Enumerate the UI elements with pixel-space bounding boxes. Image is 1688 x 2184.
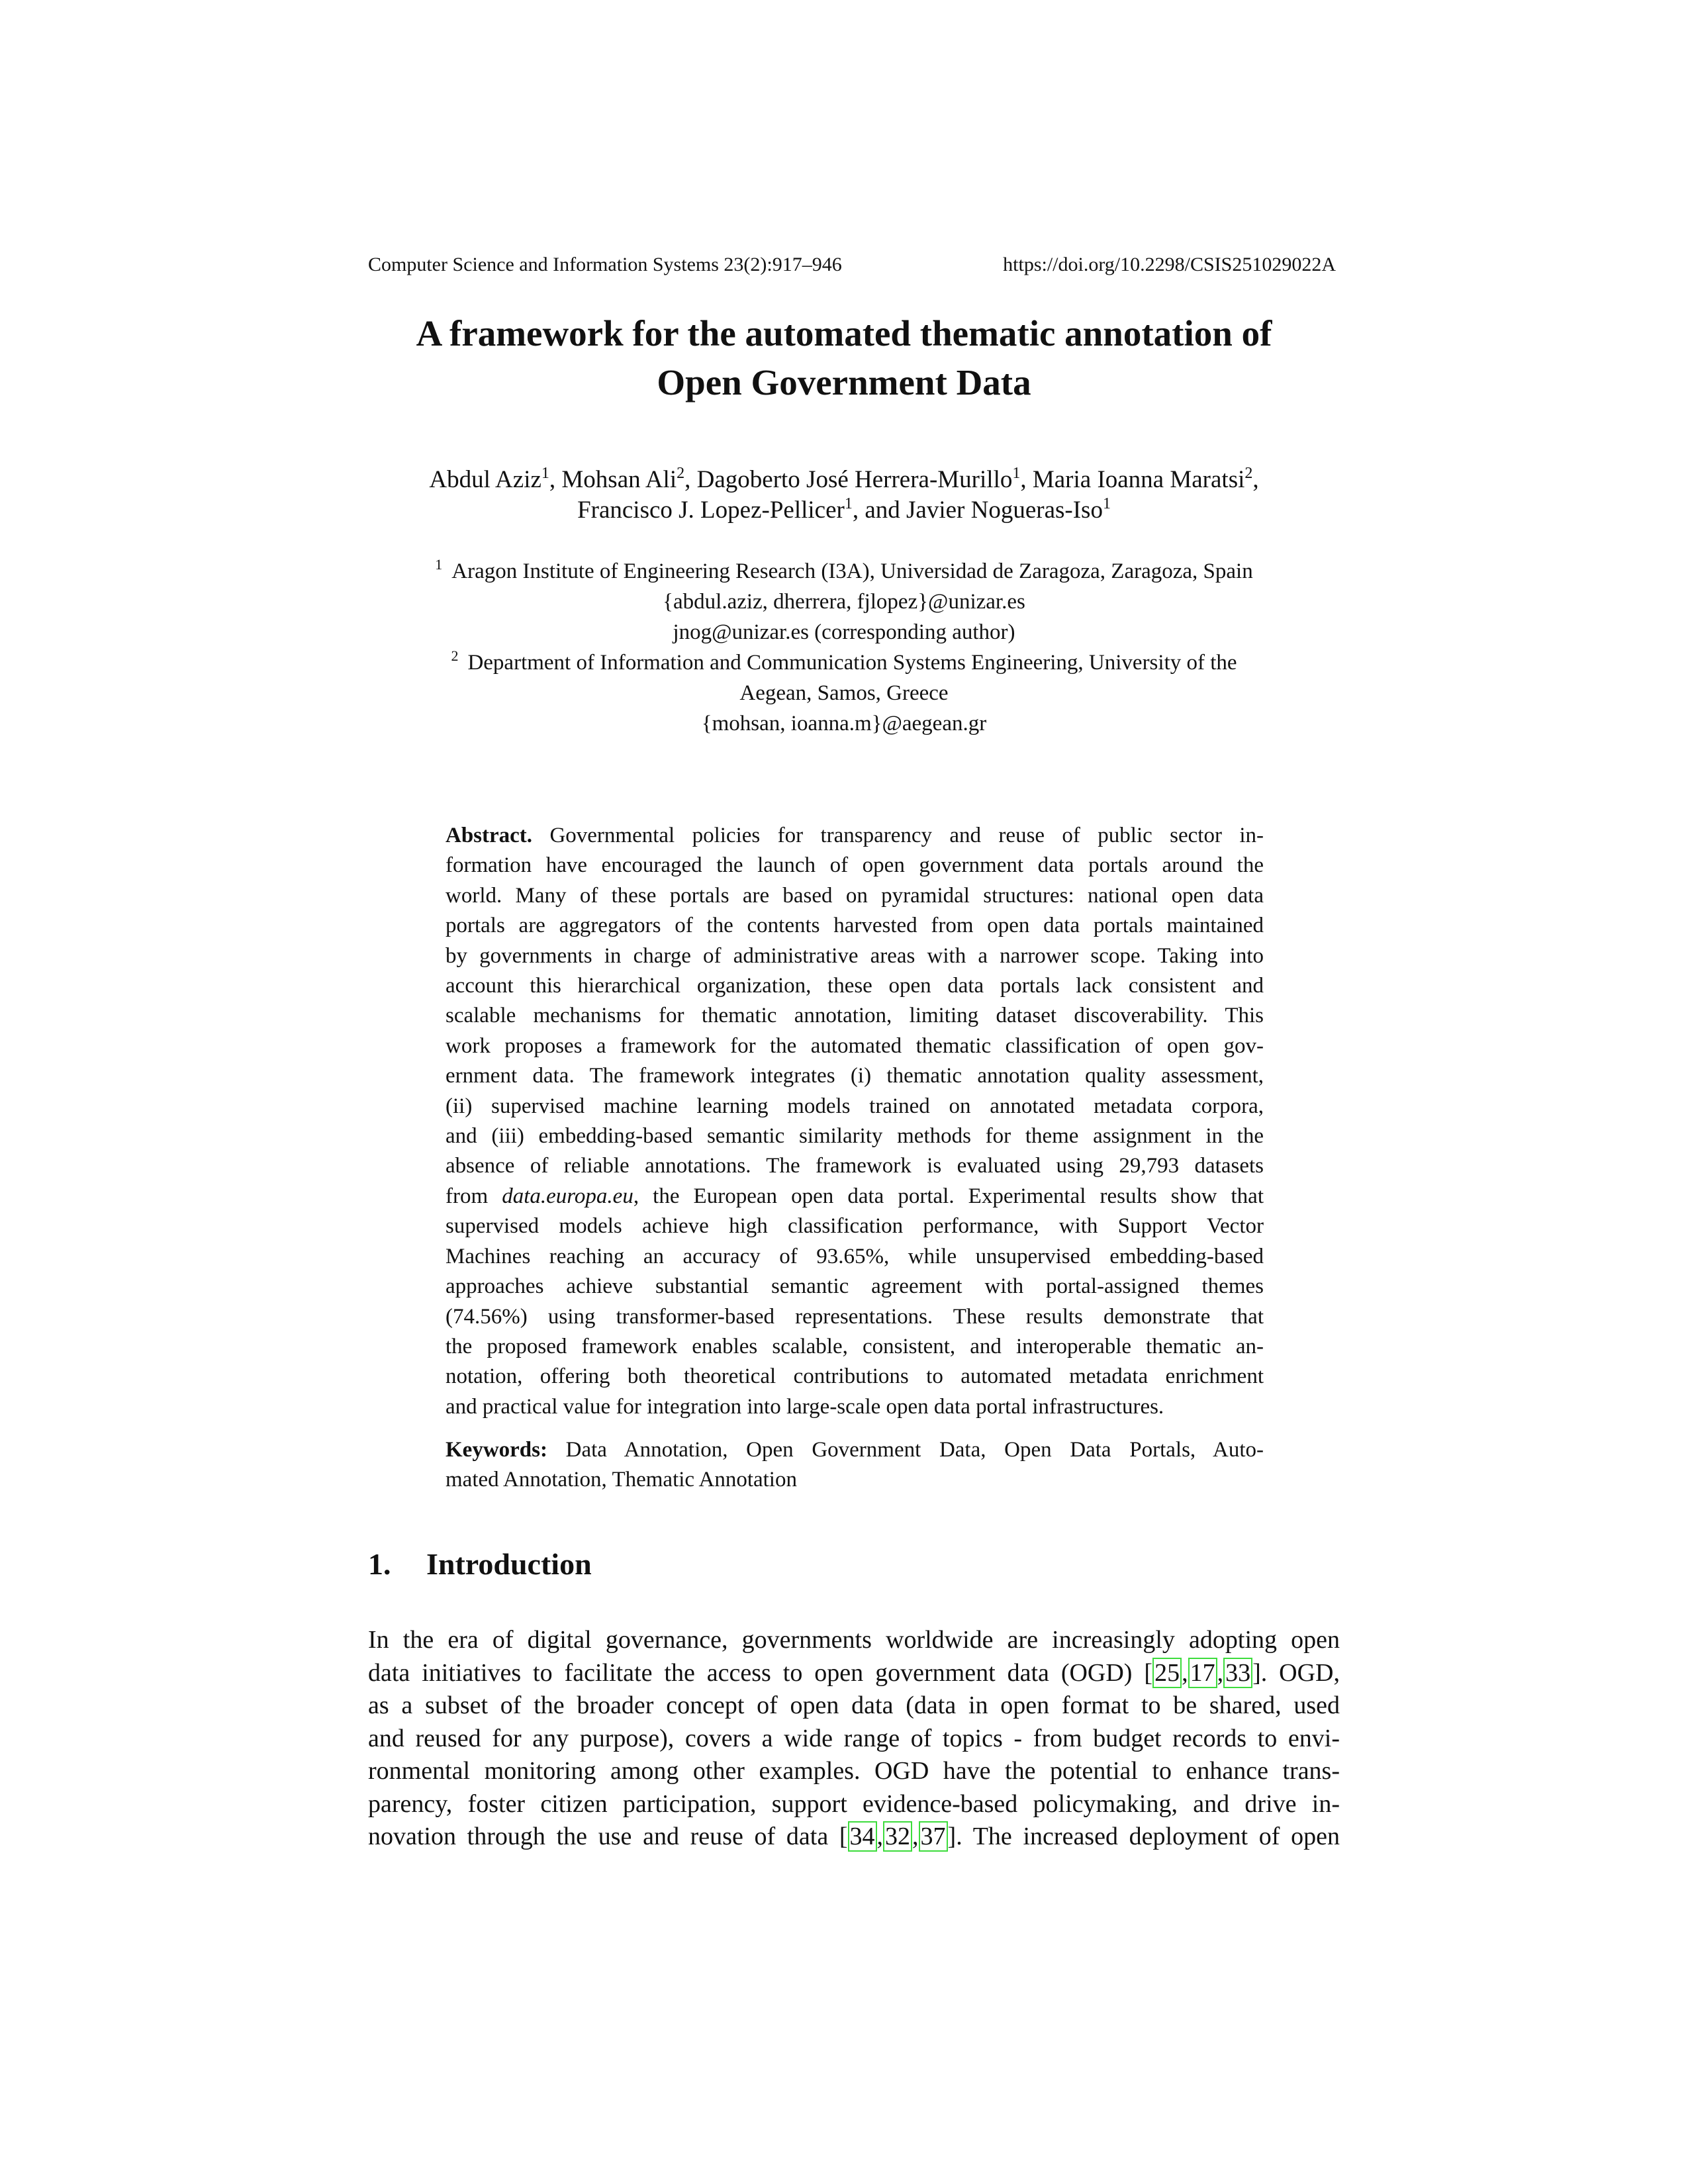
affiliation-2-cont: Aegean, Samos, Greece	[739, 681, 949, 705]
keywords	[445, 1435, 1264, 1496]
abstract-line: supervised models achieve high classification performance, with Support Vector	[445, 1214, 1264, 1239]
author-name: , Dagoberto José Herrera-Murillo	[684, 466, 1013, 493]
body-line: ronmental monitoring among other examples. OGD have the potential to enhance trans-	[368, 1757, 1340, 1785]
author-line-1	[265, 465, 1423, 495]
abstract-line: portals are aggregators of the contents harvested from open data portals maintained	[445, 914, 1264, 938]
author-name: , Maria Ioanna Maratsi	[1020, 466, 1245, 493]
author-affil-mark: 2	[677, 465, 685, 482]
paper-title	[265, 309, 1423, 407]
abstract-label: Abstract.	[445, 824, 533, 847]
abstract	[445, 821, 1264, 1422]
abstract-line: work proposes a framework for the automated thematic classification of open gov-	[445, 1033, 1264, 1058]
introduction-text	[368, 1624, 1340, 1854]
body-line: In the era of digital governance, governments worldwide are increasingly adopting open	[368, 1626, 1340, 1654]
affiliation-2	[265, 647, 1423, 678]
body-line: parency, foster citizen participation, support evidence-based policymaking, and drive in-	[368, 1789, 1340, 1818]
section-title: Introduction	[426, 1547, 592, 1581]
abstract-line: scalable mechanisms for thematic annotation, limiting dataset discoverability. This	[445, 1004, 1264, 1028]
citation-link[interactable]: 34	[848, 1821, 877, 1852]
abstract-line: account this hierarchical organization, these open data portals lack consistent and	[445, 974, 1264, 998]
body-line: novation through the use and reuse of data [34,32,37]. The increased deployment of open	[368, 1823, 1340, 1850]
body-line: and reused for any purpose), covers a wide range of topics - from budget records to envi-	[368, 1724, 1340, 1752]
citation-link[interactable]: 32	[883, 1821, 912, 1852]
keywords-line: mated Annotation, Thematic Annotation	[445, 1468, 797, 1492]
title-line-1: A framework for the automated thematic annotation of	[416, 313, 1272, 354]
affiliation-number: 1	[435, 556, 443, 573]
author-affil-mark: 1	[1102, 495, 1111, 512]
affiliation-name: Department of Information and Communication Systems Engineering, University of the	[467, 651, 1237, 675]
affiliation-1-emails: {abdul.aziz, dherrera, fjlopez}@unizar.es	[663, 590, 1025, 614]
abstract-line: and practical value for integration into large-scale open data portal infrastructures.	[445, 1394, 1164, 1419]
author-name: Francisco J. Lopez-Pellicer	[577, 497, 845, 524]
abstract-line: ernment data. The framework integrates (i) thematic annotation quality assessment,	[445, 1064, 1264, 1088]
citation-link[interactable]: 25	[1152, 1658, 1182, 1688]
abstract-line: the proposed framework enables scalable, consistent, and interoperable thematic an-	[445, 1334, 1264, 1358]
abstract-line: approaches achieve substantial semantic agreement with portal-assigned themes	[445, 1274, 1264, 1299]
abstract-line: absence of reliable annotations. The framework is evaluated using 29,793 datasets	[445, 1154, 1264, 1178]
citation-link[interactable]: 33	[1223, 1658, 1252, 1688]
section-number: 1.	[368, 1547, 391, 1581]
title-line-2: Open Government Data	[657, 362, 1031, 403]
affiliation-1	[265, 556, 1423, 587]
author-affil-mark: 2	[1244, 465, 1253, 482]
doi-header: https://doi.org/10.2298/CSIS251029022A	[1003, 254, 1336, 275]
section-heading	[368, 1546, 592, 1582]
abstract-line: notation, offering both theoretical contributions to automated metadata enrichment	[445, 1364, 1264, 1389]
body-line: data initiatives to facilitate the access to open government data (OGD) [25,17,33]. OGD,	[368, 1658, 1340, 1687]
abstract-line: and (iii) embedding-based semantic similarity methods for theme assignment in the	[445, 1124, 1264, 1149]
author-affil-mark: 1	[844, 495, 853, 512]
abstract-line: formation have encouraged the launch of open government data portals around the	[445, 853, 1264, 878]
author-line-2	[265, 495, 1423, 526]
affiliation-2-emails: {mohsan, ioanna.m}@aegean.gr	[701, 712, 987, 736]
author-affil-mark: 1	[541, 465, 549, 482]
abstract-line: by governments in charge of administrative areas with a narrower scope. Taking into	[445, 943, 1264, 968]
abstract-line: (ii) supervised machine learning models trained on annotated metadata corpora,	[445, 1094, 1264, 1118]
author-name: , Mohsan Ali	[549, 466, 677, 493]
keywords-line: Keywords: Data Annotation, Open Government Data, Open Data Portals, Auto-	[445, 1438, 1264, 1462]
journal-header: Computer Science and Information Systems 23(2):917–946	[368, 254, 842, 275]
body-line: as a subset of the broader concept of open data (data in open format to be shared, used	[368, 1691, 1340, 1719]
keywords-label: Keywords:	[445, 1438, 547, 1462]
author-affil-mark: 1	[1012, 465, 1021, 482]
author-name: Abdul Aziz	[429, 466, 541, 493]
corresponding-author-email: jnog@unizar.es (corresponding author)	[673, 620, 1015, 644]
abstract-line: (74.56%) using transformer-based representations. These results demonstrate that	[445, 1304, 1264, 1329]
author-separator: ,	[1252, 466, 1259, 493]
author-list	[265, 465, 1423, 526]
portal-name: data.europa.eu	[502, 1184, 633, 1208]
affiliation-name: Aragon Institute of Engineering Research (I3A), Universidad de Zaragoza, Zaragoza, Spain	[451, 559, 1253, 583]
citation-link[interactable]: 37	[919, 1821, 948, 1852]
citation-link[interactable]: 17	[1188, 1658, 1217, 1688]
abstract-line: from data.europa.eu, the European open data portal. Experimental results show that	[445, 1184, 1264, 1208]
author-name: , and Javier Nogueras-Iso	[852, 497, 1103, 524]
affiliations	[265, 556, 1423, 739]
abstract-line: Abstract. Governmental policies for transparency and reuse of public sector in-	[445, 824, 1264, 847]
abstract-line: Machines reaching an accuracy of 93.65%, while unsupervised embedding-based	[445, 1244, 1264, 1268]
affiliation-number: 2	[451, 647, 459, 664]
abstract-line: world. Many of these portals are based on pyramidal structures: national open data	[445, 883, 1264, 908]
